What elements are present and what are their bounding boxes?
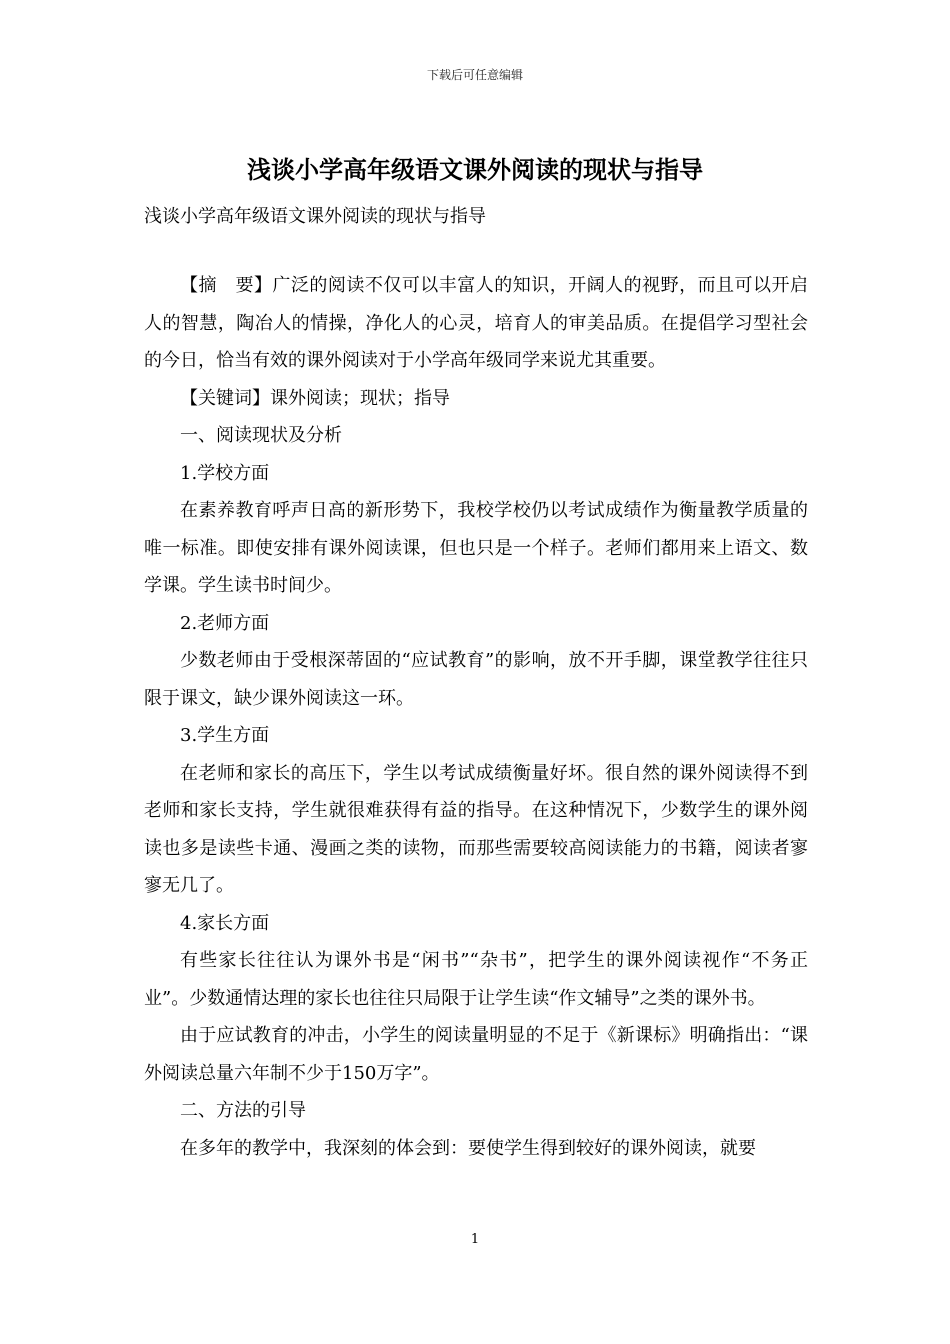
paragraph: 在素养教育呼声日高的新形势下，我校学校仍以考试成绩作为衡量教学质量的唯一标准。即使安排有课外阅读课，但也只是一个样子。老师们都用来上语文、数学课。学生读书时间少。 <box>144 500 808 596</box>
subsection-heading: 2.老师方面 <box>180 612 270 634</box>
paragraph: 由于应试教育的冲击，小学生的阅读量明显的不足于《新课标》明确指出：“课外阅读总量六年制不少于150万字”。 <box>144 1025 808 1084</box>
paragraph: 有些家长往往认为课外书是“闲书”“杂书”，把学生的课外阅读视作“不务正业”。少数通情达理的家长也往往只局限于让学生读“作文辅导”之类的课外书。 <box>144 950 808 1009</box>
paragraph: 少数老师由于受根深蒂固的“应试教育”的影响，放不开手脚，课堂教学往往只限于课文，缺少课外阅读这一环。 <box>144 650 808 709</box>
paragraph-abstract: 【摘 要】广泛的阅读不仅可以丰富人的知识，开阔人的视野，而且可以开启人的智慧，陶冶人的情操，净化人的心灵，培育人的审美品质。在提倡学习型社会的今日，恰当有效的课外阅读对于小学高年级同学来说尤其重要。 <box>144 275 808 371</box>
section-heading: 一、阅读现状及分析 <box>180 425 342 446</box>
document-title: 浅谈小学高年级语文课外阅读的现状与指导 <box>247 156 703 184</box>
subsection-heading: 1.学校方面 <box>180 462 270 484</box>
subsection-heading: 4.家长方面 <box>180 912 270 934</box>
subsection-heading: 3.学生方面 <box>180 725 270 746</box>
page-number: 1 <box>470 1232 480 1247</box>
document-body <box>144 267 808 1167</box>
paragraph: 在多年的教学中，我深刻的体会到：要使学生得到较好的课外阅读，就要 <box>180 1137 756 1159</box>
paragraph-keywords: 【关键词】课外阅读；现状；指导 <box>180 387 450 409</box>
document-subtitle: 浅谈小学高年级语文课外阅读的现状与指导 <box>144 206 486 227</box>
page-header: 下载后可任意编辑 <box>426 68 523 82</box>
paragraph: 在老师和家长的高压下，学生以考试成绩衡量好坏。很自然的课外阅读得不到老师和家长支持，学生就很难获得有益的指导。在这种情况下，少数学生的课外阅读也多是读些卡通、漫画之类的读物，而那些需要较高阅读能力的书籍，阅读者寥寥无几了。 <box>144 762 808 896</box>
section-heading: 二、方法的引导 <box>180 1100 306 1121</box>
